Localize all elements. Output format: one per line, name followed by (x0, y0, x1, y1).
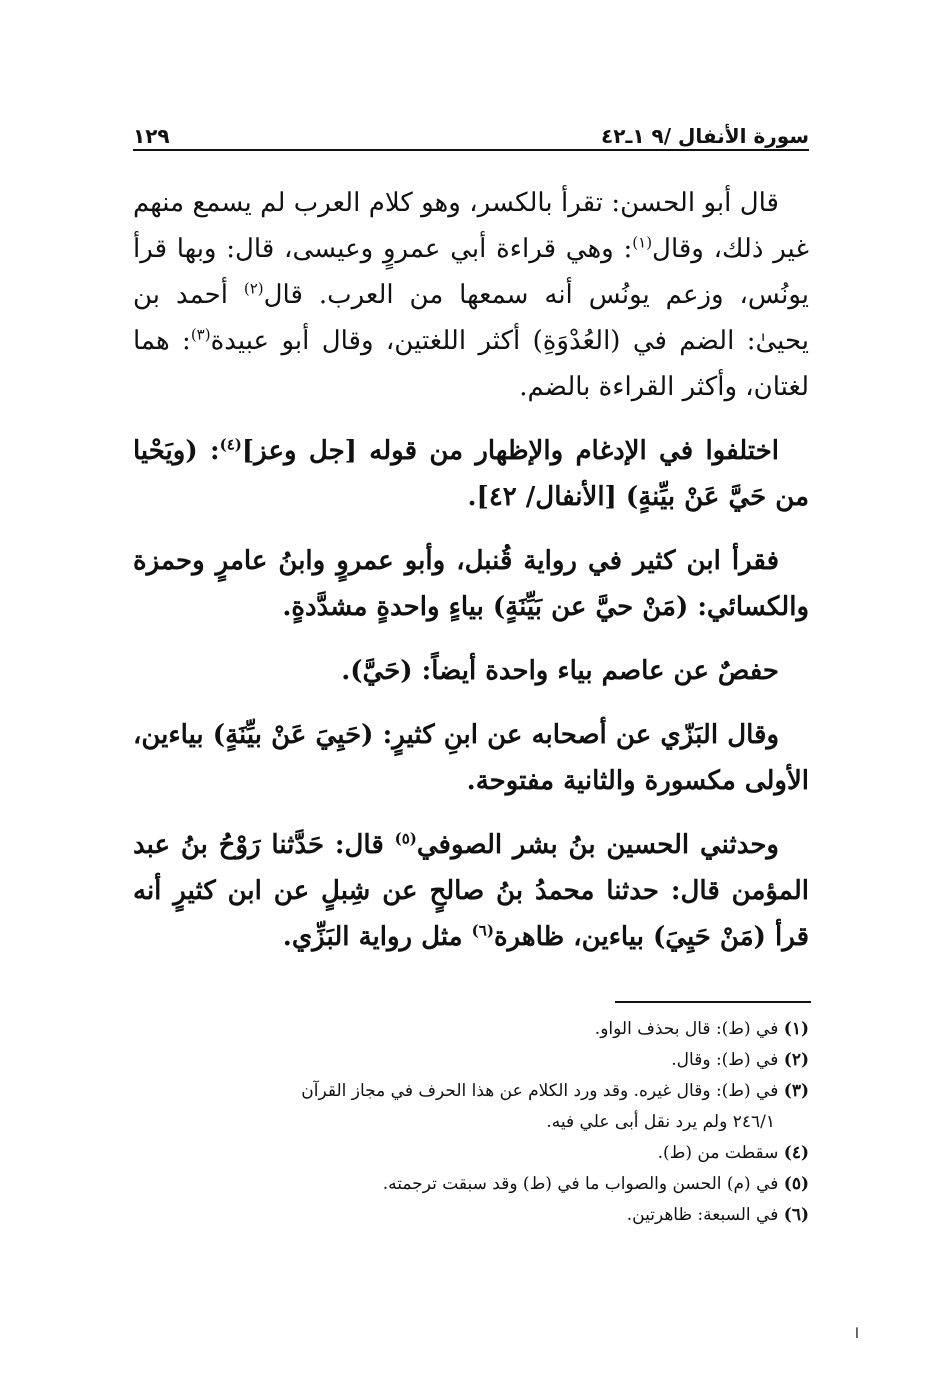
header-divider (133, 149, 809, 151)
footnote-ref-1: (١) (632, 233, 653, 252)
paragraph-6 (133, 822, 809, 960)
footnote-ref-5: (٥) (394, 829, 417, 848)
footnote-4 (133, 1138, 809, 1169)
footnote-number: (٤) (783, 1143, 809, 1163)
footnote-text: في (م) الحسن والصواب ما في (ط) وقد سبقت ترجمته. (382, 1174, 784, 1194)
footnote-ref-4: (٤) (219, 435, 242, 454)
footnote-number: (٥) (783, 1174, 809, 1194)
text-run: اختلفوا في الإدغام والإظهار من قوله [جل وعز] (241, 436, 780, 466)
footnote-2 (133, 1045, 809, 1076)
running-header (133, 112, 809, 148)
footnote-text: في (ط): وقال غيره. وقد ورد الكلام عن هذا الحرف في مجاز القرآن (301, 1081, 784, 1101)
footnotes (133, 1014, 809, 1231)
footnote-ref-6: (٦) (471, 921, 494, 940)
footnote-1 (133, 1014, 809, 1045)
text-run: : وهي قراءة أبي عمروٍ وعيسى، قال: وبها قرأ يونُس، وزعم يونُس أنه سمعها من العرب. قال (133, 234, 809, 310)
footnote-divider (615, 1001, 811, 1003)
paragraph-4: حفصٌ عن عاصم بياء واحدة أيضاً: (حَيَّ). (341, 656, 779, 686)
text-run: قال أبو الحسن: تقرأ بالكسر، وهو كلام العرب لم يسمع منهم غير ذلك، وقال (133, 188, 810, 264)
text-run: أحمد بن يحيىٰ: الضم في (العُدْوَةِ) أكثر اللغتين، وقال أبو عبيدة (133, 280, 809, 356)
footnote-continuation: ٢٤٦/١ ولم يرد نقل أبى علي فيه. (546, 1112, 775, 1132)
footnote-6 (133, 1200, 809, 1231)
footnote-number: (٦) (783, 1205, 809, 1225)
footnote-text: في (ط): قال بحذف الواو. (594, 1019, 784, 1039)
text-run: قال: حَدَّثنا رَوْحُ بنُ عبد المؤمن قال: حدثنا محمدُ بنُ صالحٍ عن شِبلٍ عن ابن كثيرٍ أنه قرأ (مَنْ حَيِيَ) بياءين، ظاهرة (133, 830, 809, 952)
footnote-text: سقطت من (ط). (657, 1143, 784, 1163)
chapter-title: سورة الأنفال /٩ ١ـ٤٢ (601, 124, 809, 148)
paragraph-2 (133, 428, 809, 520)
footnote-3 (133, 1076, 809, 1138)
footnote-ref-3: (٣) (190, 325, 211, 344)
main-text (133, 180, 809, 978)
footnote-number: (٢) (783, 1050, 809, 1070)
text-run: مثل رواية البَزِّي. (282, 922, 472, 952)
signature-mark: ا (855, 1326, 859, 1342)
footnote-text: في (ط): وقال. (671, 1050, 784, 1070)
footnote-text: في السبعة: ظاهرتين. (626, 1205, 784, 1225)
text-run: وحدثني الحسين بنُ بشر الصوفي (416, 830, 779, 860)
paragraph-3: فقرأ ابن كثير في رواية قُنبل، وأبو عمروٍ وابنُ عامرٍ وحمزة والكسائي: (مَنْ حيَّ عن بَيِّنَةٍ) بياءٍ واحدةٍ مشدَّدةٍ. (133, 546, 809, 622)
paragraph-1 (133, 180, 809, 410)
paragraph-5: وقال البَزّي عن أصحابه عن ابنِ كثيرٍ: (حَيِيَ عَنْ بيِّنَةٍ) بياءين، الأولى مكسورة والثانية مفتوحة. (133, 720, 809, 796)
footnote-number: (٣) (783, 1081, 809, 1101)
footnote-ref-2: (٢) (243, 279, 264, 298)
text-run: : هما لغتان، وأكثر القراءة بالضم. (133, 326, 809, 402)
footnote-5 (133, 1169, 809, 1200)
page-number: ١٢٩ (133, 124, 170, 148)
text-run: : (ويَحْيا من حَيَّ عَنْ بيِّنةٍ) [الأنفال/ ٤٢]. (133, 436, 809, 512)
footnote-number: (١) (783, 1019, 809, 1039)
